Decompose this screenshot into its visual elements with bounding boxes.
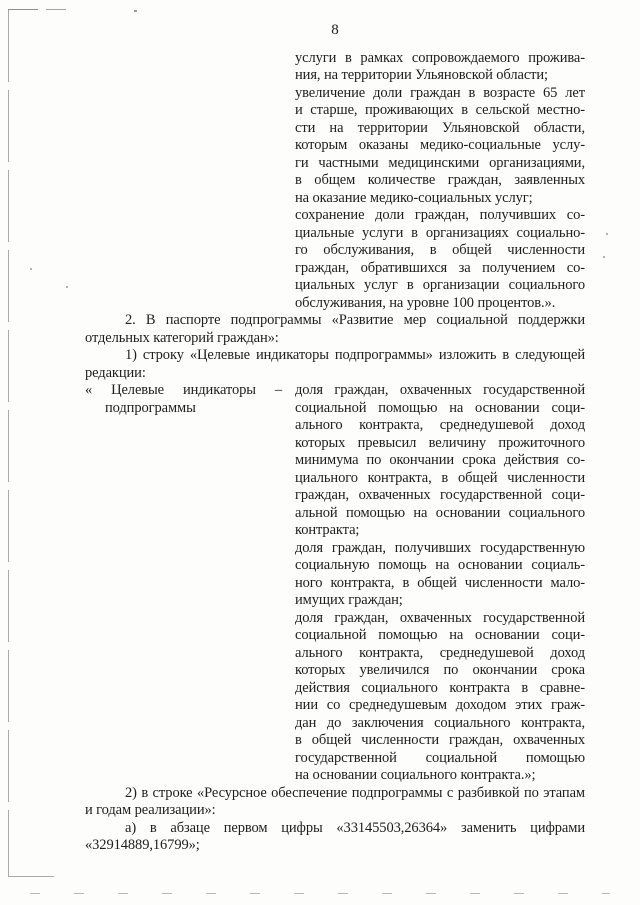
text-line: государственной социальной помощью xyxy=(295,749,585,766)
paragraph-item-1 xyxy=(85,347,585,382)
text-line: ги частными медицинскими организациями, xyxy=(295,154,585,171)
text-line: сохранение доли граждан, получивших со- xyxy=(295,207,585,223)
text-line: и годам реализации»: xyxy=(85,802,216,818)
text-line: ального контракта, среднедушевой доход xyxy=(295,644,585,661)
text-line: нии со среднедушевым доходом этих граж- xyxy=(295,697,585,713)
text-line: на оказание медико-социальных услуг; xyxy=(295,189,533,206)
text-line: обслуживания, на уровне 100 процентов.». xyxy=(295,294,556,311)
paragraph-amendment-2 xyxy=(85,312,585,347)
text-line: го обслуживания, в общей численности xyxy=(295,242,585,258)
page-number: 8 xyxy=(331,22,339,38)
text-line: которых превысил величину прожиточного xyxy=(295,434,585,451)
text-line: и старше, проживающих в сельской местно- xyxy=(295,102,585,118)
text-line: циальных услуг в организации социального xyxy=(295,277,585,293)
text-line: граждан, обратившихся за получением со- xyxy=(295,259,585,276)
text-line: «32914889,16799»; xyxy=(85,837,200,853)
text-line: циальные услуги в организациях социально- xyxy=(295,224,585,241)
scan-artifact-top-dash xyxy=(46,9,66,10)
text-line: которым оказаны медико-социальные услу- xyxy=(295,137,585,153)
text-line: циального контракта, в общей численности xyxy=(295,469,585,486)
indicators-label-cell xyxy=(85,382,295,785)
scan-artifact-speck xyxy=(603,256,605,258)
text-line: контракта; xyxy=(295,522,360,538)
text-line: минимума по окончании срока действия со- xyxy=(295,452,585,468)
text-line: социальной помощью на основании соци- xyxy=(295,399,585,416)
indicators-value-cell xyxy=(295,382,585,785)
text-line: доля граждан, охваченных государственной xyxy=(295,609,585,626)
text-line: 1) строку «Целевые индикаторы подпрограммы» изложить в следующей xyxy=(125,347,585,363)
scan-artifact-speck xyxy=(606,233,608,235)
text-line: сти на территории Ульяновской области, xyxy=(295,119,585,136)
page-content xyxy=(85,22,585,855)
text-line: дан до заключения социального контракта, xyxy=(295,714,585,731)
text-line: социальную помощь на основании социаль- xyxy=(295,557,585,573)
text-line: подпрограммы xyxy=(105,399,196,416)
text-line: которых увеличился по окончании срока xyxy=(295,662,585,678)
scan-artifact-corner-line xyxy=(8,876,54,877)
text-line: социальной помощью на основании соци- xyxy=(295,627,585,643)
text-line: ального контракта, среднедушевой доход xyxy=(295,417,585,433)
text-line: ного контракта, в общей численности мало- xyxy=(295,574,585,591)
text-line: доля граждан, охваченных государственной xyxy=(295,382,585,398)
text-line: в общей численности граждан, охваченных xyxy=(295,732,585,748)
intro-continuation-block xyxy=(295,50,585,313)
text-line: действия социального контракта в сравне- xyxy=(295,679,585,696)
text-line: в общем количестве граждан, заявленных xyxy=(295,172,585,188)
text-line: граждан, охваченных государственной соци- xyxy=(295,487,585,503)
scan-artifact-dot xyxy=(134,10,137,12)
text-line: 2) в строке «Ресурсное обеспечение подпрограммы с разбивкой по этапам xyxy=(125,784,585,801)
text-line: альной помощью на основании социального xyxy=(295,504,585,521)
scan-artifact-left-border-line xyxy=(8,10,9,876)
paragraph-item-2a xyxy=(85,820,585,855)
scan-artifact-bottom-edge-line xyxy=(30,893,610,894)
text-line: увеличение доли граждан в возрасте 65 лет xyxy=(295,84,585,101)
scan-artifact-top-dash xyxy=(8,9,38,10)
text-line: редакции: xyxy=(85,364,146,381)
text-line: 2. В паспорте подпрограммы «Развитие мер социальной поддержки xyxy=(125,312,585,328)
text-line: « Целевые индикаторы – xyxy=(85,382,282,398)
text-line: на основании социального контракта.»; xyxy=(295,767,536,783)
scan-artifact-speck xyxy=(66,286,68,288)
text-line: отдельных категорий граждан»: xyxy=(85,329,279,346)
indicators-table-row xyxy=(85,382,585,785)
text-line: имущих граждан; xyxy=(295,592,403,608)
text-line: услуги в рамках сопровождаемого прожива- xyxy=(295,49,585,66)
text-line: ния, на территории Ульяновской области; xyxy=(295,67,548,83)
scan-artifact-speck xyxy=(30,268,32,270)
text-line: а) в абзаце первом цифры «33145503,26364» заменить цифрами xyxy=(125,819,585,836)
paragraph-item-2 xyxy=(85,785,585,820)
text-line: доля граждан, получивших государственную xyxy=(295,539,585,556)
